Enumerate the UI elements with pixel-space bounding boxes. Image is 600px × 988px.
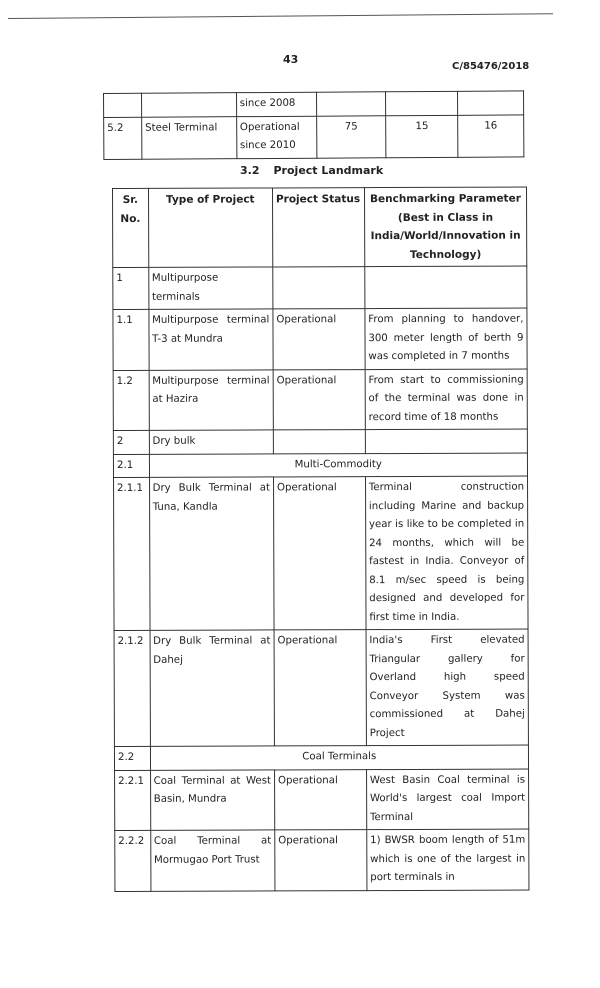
sr-cell: 2.1.2 (114, 630, 150, 746)
document-reference: C/85476/2018 (452, 61, 530, 72)
type-cell: Steel Terminal (142, 116, 237, 159)
sr-cell: 5.2 (104, 117, 142, 159)
status-cell (273, 267, 365, 309)
type-cell: Coal Terminal at West Basin, Mundra (150, 769, 275, 830)
type-cell (141, 93, 236, 117)
header-type-of-project: Type of Project (148, 188, 273, 267)
section-number: 3.2 (240, 164, 260, 177)
value-cell (458, 91, 524, 115)
status-cell: Operational since 2010 (236, 116, 316, 158)
type-cell: Dry Bulk Terminal at Tuna, Kandla (149, 477, 274, 630)
sr-cell: 2.2 (114, 746, 150, 770)
section-heading (240, 164, 383, 177)
value-cell: 16 (458, 114, 524, 156)
sr-cell (104, 93, 142, 117)
table-row (113, 453, 527, 478)
project-landmark-table (112, 187, 529, 892)
status-cell: Operational (273, 309, 365, 370)
status-cell: Operational (273, 369, 365, 430)
previous-table-continuation (103, 90, 524, 159)
table-row (104, 114, 524, 159)
table-row (113, 266, 527, 309)
benchmark-cell: 1) BWSR boom length of 51m which is one of the largest in port terminals in (367, 829, 529, 890)
section-title: Project Landmark (273, 164, 384, 177)
table-row (115, 769, 529, 831)
benchmark-cell: Terminal construction including Marine and backup year is like to be completed in 24 months, which will be fastest in India. Conveyor of 8.1 m/sec speed is being designed and developed for first time in India. (365, 476, 528, 630)
value-cell: 75 (316, 115, 386, 157)
value-cell: 15 (386, 115, 458, 157)
status-cell (273, 430, 365, 454)
table-row (113, 429, 527, 454)
table-row (114, 476, 529, 630)
value-cell (386, 91, 458, 115)
status-cell: Operational (274, 769, 366, 830)
table-header-row (113, 187, 527, 267)
page-number: 43 (283, 53, 299, 66)
benchmark-cell (365, 266, 527, 309)
sr-cell: 1.2 (113, 370, 149, 431)
table-row (115, 829, 529, 891)
benchmark-cell: From start to commissioning of the terminal was done in record time of 18 months (365, 369, 527, 430)
header-benchmarking-parameter: Benchmarking Parameter (Best in Class in India/World/Innovation in Technology) (364, 187, 526, 267)
sr-cell: 1.1 (113, 309, 149, 370)
status-cell: Operational (274, 630, 366, 746)
sr-cell: 2.1.1 (114, 477, 150, 630)
type-cell: Multipurpose terminal at Hazira (149, 369, 274, 430)
header-project-status: Project Status (272, 188, 364, 267)
table-row (113, 369, 527, 431)
category-span-cell: Multi-Commodity (149, 453, 527, 478)
type-cell: Multipurpose terminal T-3 at Mundra (149, 309, 274, 370)
category-span-cell: Coal Terminals (150, 745, 528, 770)
sr-cell: 2.1 (113, 454, 149, 478)
status-cell: since 2008 (236, 92, 316, 116)
type-cell: Dry bulk (149, 430, 273, 454)
benchmark-cell: From planning to handover, 300 meter length of berth 9 was completed in 7 months (365, 308, 527, 369)
value-cell (316, 92, 386, 116)
benchmark-cell (365, 429, 527, 453)
sr-cell: 2 (113, 430, 149, 454)
benchmark-cell: India's First elevated Triangular gallery for Overland high speed Conveyor System was commissioned at Dahej Project (366, 629, 529, 746)
sr-cell: 2.2.2 (115, 830, 151, 891)
benchmark-cell: West Basin Coal terminal is World's largest coal Import Terminal (366, 769, 528, 830)
type-cell: Multipurpose terminals (148, 267, 272, 309)
sr-cell: 2.2.1 (115, 770, 151, 831)
header-sr-no: Sr. No. (113, 188, 149, 267)
status-cell: Operational (275, 830, 367, 891)
status-cell: Operational (273, 477, 365, 630)
type-cell: Dry Bulk Terminal at Dahej (150, 630, 275, 746)
table-row (104, 91, 524, 117)
scan-edge-line (8, 13, 553, 19)
table-row (114, 745, 528, 770)
sr-cell: 1 (113, 267, 149, 309)
table-row (113, 308, 527, 370)
table-row (114, 629, 528, 746)
type-cell: Coal Terminal at Mormugao Port Trust (150, 830, 275, 891)
